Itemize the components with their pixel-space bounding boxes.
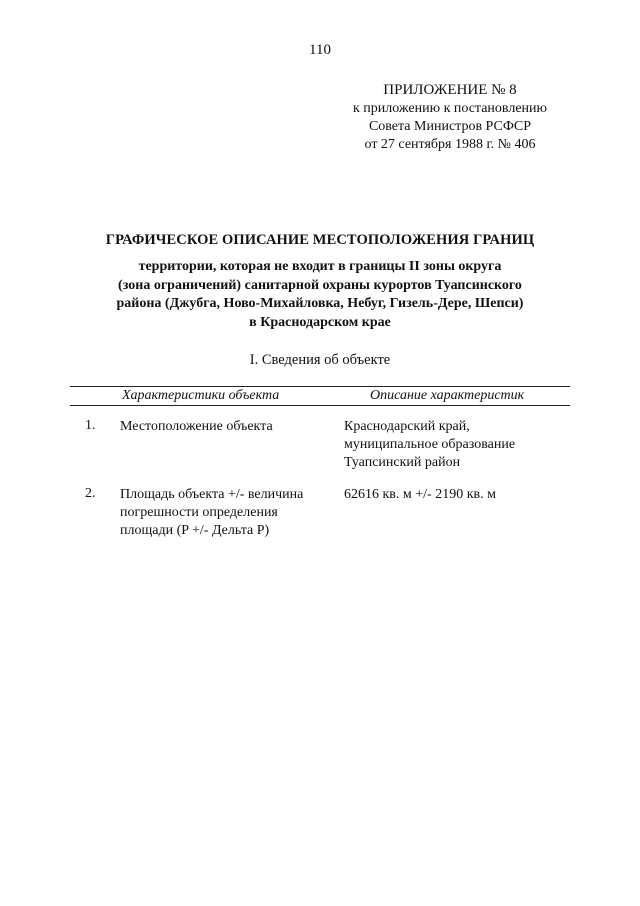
document-subtitle [60, 258, 580, 332]
section-title: I. Сведения об объекте [249, 352, 391, 368]
annex-block [330, 80, 570, 154]
document-title: ГРАФИЧЕСКОЕ ОПИСАНИЕ МЕСТОПОЛОЖЕНИЯ ГРАНИЦ [105, 232, 535, 248]
header-description: Описание характеристик [370, 388, 525, 403]
row-1-label [120, 418, 325, 436]
subtitle-line: в Краснодарском крае [249, 314, 391, 330]
value-line: 62616 кв. м +/- 2190 кв. м [344, 487, 496, 502]
annex-line-1: к приложению к постановлению [353, 101, 547, 116]
header-characteristics: Характеристики объекта [122, 388, 280, 403]
label-line: площади (P +/- Дельта P) [120, 523, 270, 538]
label-line: Местоположение объекта [120, 419, 273, 434]
subtitle-line: территории, которая не входит в границы II зоны округа [138, 259, 502, 274]
row-1-number: 1. [85, 418, 96, 433]
row-2-number: 2. [85, 486, 96, 501]
row-2-label [120, 486, 325, 540]
subtitle-line: района (Джубга, Ново-Михайловка, Небуг, Гизель-Дере, Шепси) [116, 296, 524, 311]
label-line: погрешности определения [120, 505, 278, 520]
row-1-value [344, 418, 574, 472]
value-line: Краснодарский край, [344, 419, 470, 434]
subtitle-line: (зона ограничений) санитарной охраны курортов Туапсинского [118, 277, 522, 293]
row-2-value [344, 486, 574, 504]
page-number: 110 [309, 42, 331, 58]
label-line: Площадь объекта +/- величина [120, 487, 304, 502]
annex-line-3: от 27 сентября 1988 г. № 406 [364, 137, 536, 152]
table-header [70, 386, 570, 406]
annex-line-2: Совета Министров РСФСР [368, 119, 532, 134]
value-line: муниципальное образование [344, 437, 516, 452]
value-line: Туапсинский район [344, 455, 461, 470]
annex-title: ПРИЛОЖЕНИЕ № 8 [383, 82, 517, 98]
